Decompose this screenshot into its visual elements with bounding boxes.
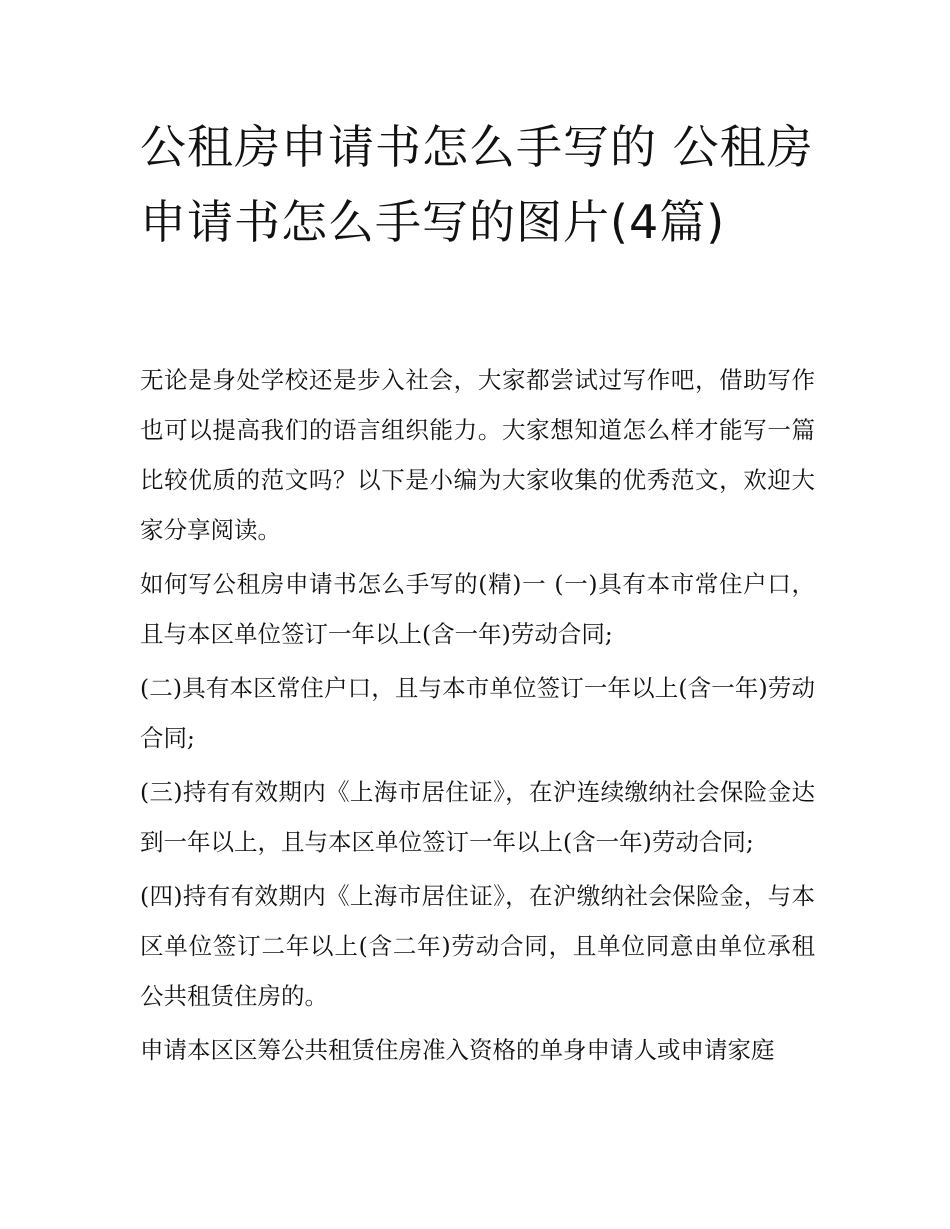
document-body xyxy=(140,355,815,1079)
paragraph-condition-4: (四)持有有效期内《上海市居住证》，在沪缴纳社会保险金，与本区单位签订二年以上(含二年)劳动合同，且单位同意由单位承租公共租赁住房的。 xyxy=(140,882,815,1010)
paragraph-condition-2: (二)具有本区常住户口，且与本市单位签订一年以上(含一年)劳动合同; xyxy=(140,674,815,752)
document-title: 公租房申请书怎么手写的 公租房申请书怎么手写的图片(4篇) xyxy=(140,120,814,249)
paragraph-condition-3: (三)持有有效期内《上海市居住证》，在沪连续缴纳社会保险金达到一年以上，且与本区单位签订一年以上(含一年)劳动合同; xyxy=(140,778,815,856)
paragraph-application: 申请本区区筹公共租赁住房准入资格的单身申请人或申请家庭 xyxy=(140,1036,775,1064)
paragraph-intro: 无论是身处学校还是步入社会，大家都尝试过写作吧，借助写作也可以提高我们的语言组织能力。大家想知道怎么样才能写一篇比较优质的范文吗？以下是小编为大家收集的优秀范文，欢迎大家分享阅读。 xyxy=(140,366,815,544)
paragraph-condition-1: 如何写公租房申请书怎么手写的(精)一 (一)具有本市常住户口，且与本区单位签订一年以上(含一年)劳动合同; xyxy=(140,570,815,648)
